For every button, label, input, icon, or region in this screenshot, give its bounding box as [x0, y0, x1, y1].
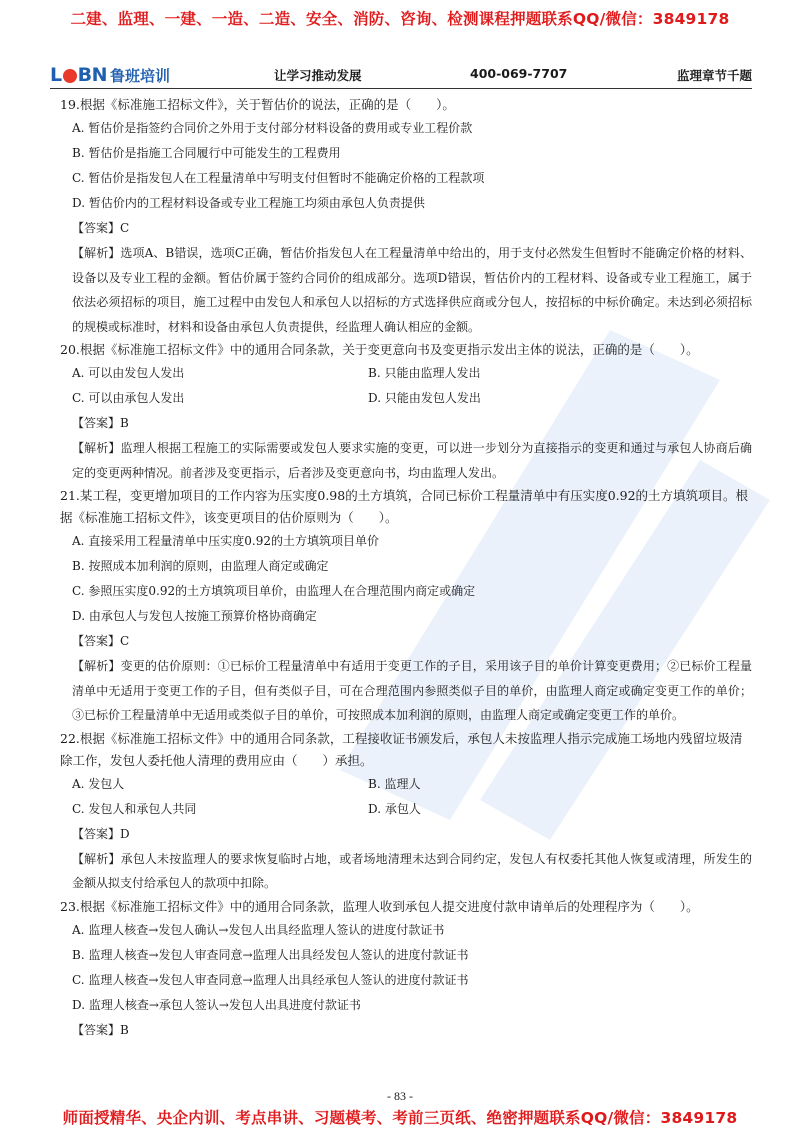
question-21-option-c: C. 参照压实度0.92的土方填筑项目单价，由监理人在合理范围内商定或确定 [72, 584, 476, 598]
question-20-option-c: C. 可以由承包人发出 [72, 391, 185, 405]
question-19-answer: 【答案】C [72, 221, 130, 235]
question-23-option-d: D. 监理人核查→承包人签认→发包人出具进度付款证书 [72, 997, 361, 1012]
page-header [50, 64, 752, 88]
lobn-logo [50, 64, 170, 86]
question-20-stem: 20.根据《标准施工招标文件》中的通用合同条款，关于变更意向书及变更指示发出主体的说法，正确的是（ ）。 [60, 342, 699, 357]
question-19-explanation: 【解析】选项A、B错误，选项C正确，暂估价指发包人在工程量清单中给出的，用于支付必然发生但暂时不能确定价格的材料、设备以及专业工程的金额。暂估价属于签约合同价的组成部分。选项D错误，暂估价内的工程材料、设备或专业工程施工，属于依法必须招标的项目，施工过程中由发包人和承包人以招标的方式选择供应商或分包人，按招标的中标价确定。未达到必须招标的规模或标准时，材料和设备由承包人负责提供，经监理人确认相应的金额。 [72, 246, 752, 334]
question-22-option-b: B. 监理人 [368, 776, 421, 791]
question-23-stem: 23.根据《标准施工招标文件》中的通用合同条款，监理人收到承包人提交进度付款申请单后的处理程序为（ ）。 [60, 898, 699, 914]
top-promo-banner: 二建、监理、一建、一造、二造、安全、消防、咨询、检测课程押题联系QQ/微信：3849178 [70, 10, 730, 28]
question-19-stem: 19.根据《标准施工招标文件》，关于暂估价的说法，正确的是（ ）。 [60, 97, 455, 112]
question-22-option-a: A. 发包人 [72, 776, 125, 791]
logo-letters-bn: BN [77, 64, 107, 86]
question-19-option-d: D. 暂估价内的工程材料设备或专业工程施工均须由承包人负责提供 [72, 196, 425, 210]
question-22-explanation: 【解析】承包人未按监理人的要求恢复临时占地，或者场地清理未达到合同约定，发包人有权委托其他人恢复或清理，所发生的金额从拟支付给承包人的款项中扣除。 [72, 851, 752, 890]
question-21-answer: 【答案】C [72, 634, 130, 648]
question-20-answer: 【答案】B [72, 416, 129, 430]
question-22-options [72, 772, 752, 822]
question-23-option-c: C. 监理人核查→发包人审查同意→监理人出具经承包人签认的进度付款证书 [72, 972, 469, 987]
logo-circle-icon [63, 69, 77, 83]
question-20-explanation: 【解析】监理人根据工程施工的实际需要或发包人要求实施的变更，可以进一步划分为直接指示的变更和通过与承包人协商后确定的变更两种情况。前者涉及变更指示，后者涉及变更意向书，均由监理人发出。 [72, 441, 752, 480]
header-title: 监理章节千题 [676, 68, 752, 83]
bottom-promo-banner: 师面授精华、央企内训、考点串讲、习题模考、考前三页纸、绝密押题联系QQ/微信：3849178 [62, 1109, 738, 1127]
question-22-option-c: C. 发包人和承包人共同 [72, 801, 197, 816]
header-phone: 400-069-7707 [470, 66, 568, 81]
question-23-answer: 【答案】B [72, 1022, 129, 1037]
question-21-explanation: 【解析】变更的估价原则：①已标价工程量清单中有适用于变更工作的子目，采用该子目的单价计算变更费用；②已标价工程量清单中无适用于变更工作的子目，但有类似子目，可在合理范围内参照类似子目的单价，由监理人商定或确定变更工作的单价；③已标价工程量清单中无适用或类似子目的单价，可按照成本加利润的原则，由监理人商定或确定变更工作的单价。 [72, 659, 752, 722]
question-23-option-a: A. 监理人核查→发包人确认→发包人出具经监理人签认的进度付款证书 [72, 922, 445, 937]
question-23-option-b: B. 监理人核查→发包人审查同意→监理人出具经发包人签认的进度付款证书 [72, 947, 469, 962]
question-22-answer: 【答案】D [72, 826, 130, 841]
question-22-option-d: D. 承包人 [368, 801, 421, 816]
page-number: - 83 - [387, 1089, 413, 1103]
question-20-option-d: D. 只能由发包人发出 [368, 391, 481, 405]
question-20-options [72, 361, 752, 411]
logo-chinese-name: 鲁班培训 [110, 66, 171, 85]
question-19-option-c: C. 暂估价是指发包人在工程量清单中写明支付但暂时不能确定价格的工程款项 [72, 171, 485, 185]
header-slogan: 让学习推动发展 [274, 68, 362, 83]
question-21-stem: 21.某工程，变更增加项目的工作内容为压实度0.98的土方填筑，合同已标价工程量清单中有压实度0.92的土方填筑项目。根据《标准施工招标文件》，该变更项目的估价原则为（ ）。 [60, 488, 749, 525]
question-20-option-a: A. 可以由发包人发出 [72, 366, 185, 380]
question-22-stem: 22.根据《标准施工招标文件》中的通用合同条款，工程接收证书颁发后，承包人未按监理人指示完成施工场地内残留垃圾清除工作，发包人委托他人清理的费用应由（ ）承担。 [60, 730, 743, 768]
question-20-option-b: B. 只能由监理人发出 [368, 366, 481, 380]
question-19-option-b: B. 暂估价是指施工合同履行中可能发生的工程费用 [72, 146, 341, 160]
question-21-option-d: D. 由承包人与发包人按施工预算价格协商确定 [72, 609, 317, 623]
question-content [60, 94, 752, 1043]
question-21-option-a: A. 直接采用工程量清单中压实度0.92的土方填筑项目单价 [72, 534, 380, 548]
question-21-option-b: B. 按照成本加利润的原则，由监理人商定或确定 [72, 559, 329, 573]
header-divider [50, 88, 752, 89]
logo-letters-l: L [50, 64, 62, 86]
question-19-option-a: A. 暂估价是指签约合同价之外用于支付部分材料设备的费用或专业工程价款 [72, 121, 473, 135]
